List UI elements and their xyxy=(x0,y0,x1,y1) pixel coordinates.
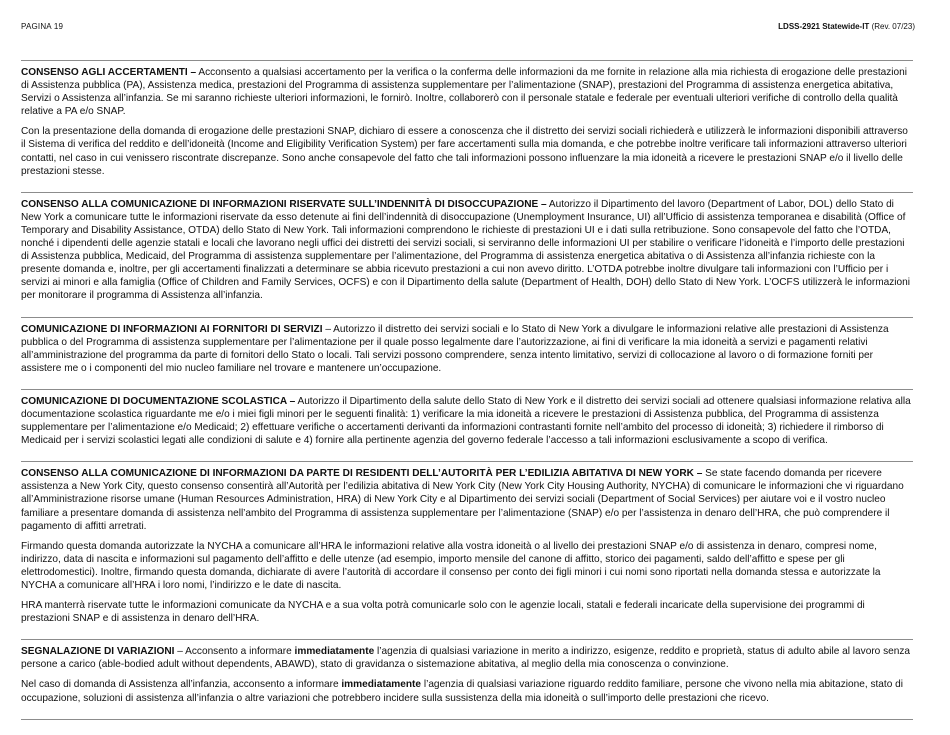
section-text: Se state facendo domanda per ricevere assistenza a New York City, questo consenso consentirà all’Autorità per l’edilizia abitativa di New York City (New York City Housing Authority, NYCHA) di comunicare le informazioni che vi riguardano all’Amministrazione risorse umane (Human Resources Administration, HRA) di New York City e al Dipartimento dei servizi sociali (Department of Social Services) per aiutare voi e il vostro nucleo familiare a presentare domanda di assistenza nell’ambito del Programma di assistenza supplementare per l’alimentazione (SNAP) e/o per l’assistenza in denaro dell’HRA, che può comprendere il pagamento di affitti arretrati. xyxy=(21,468,904,532)
paragraph xyxy=(21,194,913,303)
paragraph xyxy=(21,62,913,118)
section-text: l’agenzia di qualsiasi variazione in merito a indirizzo, esigenze, reddito e proprietà, status di adulto abile al lavoro senza persone a carico (able-bodied adult without dependents, ABAWD), stato di gravidanza o sistemazione abitativa, al meglio della mia conoscenza o convinzione. xyxy=(21,646,911,671)
section-divider xyxy=(21,461,913,462)
section-title: COMUNICAZIONE DI INFORMAZIONI AI FORNITORI DI SERVIZI xyxy=(21,323,323,335)
section-text: Nel caso di domanda di Assistenza all’infanzia, acconsento a informare xyxy=(21,679,342,691)
section-segnalazione-variazioni xyxy=(21,641,913,704)
form-name: Statewide-IT xyxy=(822,22,870,31)
section-text: – Acconsento a informare xyxy=(174,646,295,658)
paragraph xyxy=(21,463,913,532)
page-number: PAGINA 19 xyxy=(21,22,64,31)
paragraph xyxy=(21,391,913,447)
paragraph xyxy=(21,319,913,375)
document-body xyxy=(21,60,913,721)
section-divider xyxy=(21,719,913,720)
section-title: CONSENSO AGLI ACCERTAMENTI – xyxy=(21,67,197,78)
paragraph xyxy=(21,678,913,704)
paragraph: Firmando questa domanda autorizzate la NYCHA a comunicare all’HRA le informazioni relative alla vostra idoneità o al livello dei prestazioni SNAP e/o di assistenza in denaro, compresi nome, indirizzo, data di nascita e informazioni sul pagamento dell’affitto e delle utenze (ad esempio, importo mensile del canone di affitto, storico dei pagamenti, saldo dell’affitto e spese per gli elettrodomestici). Inoltre, firmando questa domanda, dichiarate di avere l’autorità di accordare il consenso per conto dei figli minori i cui nomi sono riportati nella domanda stessa e autorizzate la NYCHA a comunicare all’HRA i loro nomi, l’indirizzo e le date di nascita. xyxy=(21,540,881,591)
section-title: SEGNALAZIONE DI VARIAZIONI xyxy=(21,646,175,658)
section-text: Acconsento a qualsiasi accertamento per la verifica o la conferma delle informazioni da me fornite in relazione alla mia richiesta di erogazione delle prestazioni di Assistenza pubblica (PA), Assistenza medica, prestazioni del Programma di assistenza supplementare per l’alimentazione (SNAP), prestazioni del Programma di assistenza energetica abitativa, Servizi o Assistenza all’infanzia. Se mi saranno richieste ulteriori informazioni, le fornirò. Inoltre, collaborerò con il personale statale e federale per eventuali ulteriori verifiche di controllo della qualità relative a PA e/o SNAP. xyxy=(21,67,908,118)
section-title: CONSENSO ALLA COMUNICAZIONE DI INFORMAZIONI DA PARTE DI RESIDENTI DELL’AUTORITÀ PER L’EDILIZIA ABITATIVA DI NEW YORK – xyxy=(21,468,703,480)
paragraph: HRA manterrà riservate tutte le informazioni comunicate da NYCHA e a sua volta potrà comunicarle solo con le agenzie locali, statali e federali incaricate della supervisione dei programmi di prestazioni SNAP e di assistenza in denaro dell’HRA. xyxy=(21,600,865,625)
section-documentazione-scolastica xyxy=(21,391,913,447)
section-text: Autorizzo il Dipartimento della salute dello Stato di New York e il distretto dei servizi sociali ad ottenere qualsiasi informazione relativa alla documentazione scolastica riguardante me e/o i miei figli minori per le seguenti finalità: 1) verificare la mia idoneità a ricevere le prestazioni di Assistenza pubblica, del Programma di assistenza supplementare per l’alimentazione e/o Medicaid; 2) effettuare verifiche o accertamenti derivanti da informazioni contrastanti fornite nell’ambito del processo di idoneità; 3) richiedere il rimborso di Medicaid per i servizi scolastici legati alle condizioni di salute e 4) fornire alla pertinente agenzia del governo federale l’accesso a tali informazioni esclusivamente a scopo di verifica. xyxy=(21,395,911,447)
section-divider xyxy=(21,639,913,640)
section-nycha xyxy=(21,463,913,625)
form-code: LDSS-2921 xyxy=(778,22,820,31)
page-header xyxy=(21,22,915,36)
form-revision: (Rev. 07/23) xyxy=(871,22,915,31)
section-divider xyxy=(21,389,913,390)
form-identifier xyxy=(778,22,915,31)
section-title: CONSENSO ALLA COMUNICAZIONE DI INFORMAZIONI RISERVATE SULL’INDENNITÀ DI DISOCCUPAZIONE – xyxy=(21,198,547,210)
section-text: – Autorizzo il distretto dei servizi sociali e lo Stato di New York a divulgare le informazioni relative alle prestazioni di Assistenza pubblica o del Programma di assistenza supplementare per l’alimentazione per il quale posso legalmente dare l’autorizzazione, ai fini di verificare la mia idoneità a servizi e pagamenti relativi all’amministrazione del programma da parte di fornitori dello Stato o locali. Tali servizi possono comprendere, senza intento limitativo, servizi di collocazione al lavoro o di formazione forniti per assistere me o i componenti del mio nucleo familiare nel trovare e mantenere un’occupazione. xyxy=(21,323,889,374)
section-disoccupazione xyxy=(21,194,913,303)
section-divider xyxy=(21,60,913,61)
paragraph xyxy=(21,641,913,671)
emphasis-text: immediatamente xyxy=(341,679,422,691)
section-consenso-accertamenti xyxy=(21,62,913,178)
section-title: COMUNICAZIONE DI DOCUMENTAZIONE SCOLASTICA – xyxy=(21,395,296,407)
section-fornitori-servizi xyxy=(21,319,913,375)
section-divider xyxy=(21,192,913,193)
section-text: l’agenzia di qualsiasi variazione riguardo reddito familiare, persone che vivono nella mia abitazione, stato di occupazione, soluzioni di assistenza all’infanzia o altre variazioni che potrebbero incidere sulla sussistenza della mia idoneità o sull’importo delle prestazioni che ricevo. xyxy=(21,679,904,704)
paragraph: Con la presentazione della domanda di erogazione delle prestazioni SNAP, dichiaro di essere a conoscenza che il distretto dei servizi sociali richiederà e utilizzerà le informazioni disponibili attraverso il Sistema di verifica del reddito e dell’idoneità (Income and Eligibility Verification System) per fare accertamenti sulla mia domanda, e che potrebbe inoltre verificare tali informazioni attraverso ulteriori contatti, nel caso in cui venissero riscontrate discrepanze. Sono anche consapevole del fatto che tali informazioni possono influenzare la mia idoneità a ricevere le prestazioni SNAP e/o il livello delle prestazioni stesse. xyxy=(21,126,908,177)
section-divider xyxy=(21,317,913,318)
emphasis-text: immediatamente xyxy=(294,646,375,658)
section-text: Autorizzo il Dipartimento del lavoro (Department of Labor, DOL) dello Stato di New York a comunicare tutte le informazioni riservate da esso detenute ai fini dell’indennità di disoccupazione (Unemployment Insurance, UI) all’Ufficio di assistenza temporanea e disabilità (Office of Temporary and Disability Assistance, OTDA) dello Stato di New York. Tali informazioni comprendono le richieste di prestazioni UI e i dati sulla retribuzione. Sono consapevole del fatto che l’OTDA, nonché i dipendenti delle agenzie statali e locali che lavorano negli uffici dei distretti dei servizi sociali, si serviranno delle informazioni UI per stabilire o verificare l’idoneità e l’importo delle prestazioni di Assistenza pubblica, Medicaid, del Programma di assistenza supplementare per l’alimentazione, del Programma di assistenza energetica abitativa o di Assistenza all’infanzia richieste con la presente domanda e, inoltre, per gli accertamenti finalizzati a determinare se abbia ricevuto prestazioni a cui non avevo diritto. L’OTDA potrebbe inoltre divulgare tali informazioni con l’Ufficio per i servizi ai minori e alla famiglia (Office of Children and Family Services, OCFS) e con il Dipartimento della salute (Department of Health, DOH) dello Stato di New York. L’OCFS utilizzerà le informazioni per monitorare il programma di Assistenza all’infanzia. xyxy=(21,198,910,302)
